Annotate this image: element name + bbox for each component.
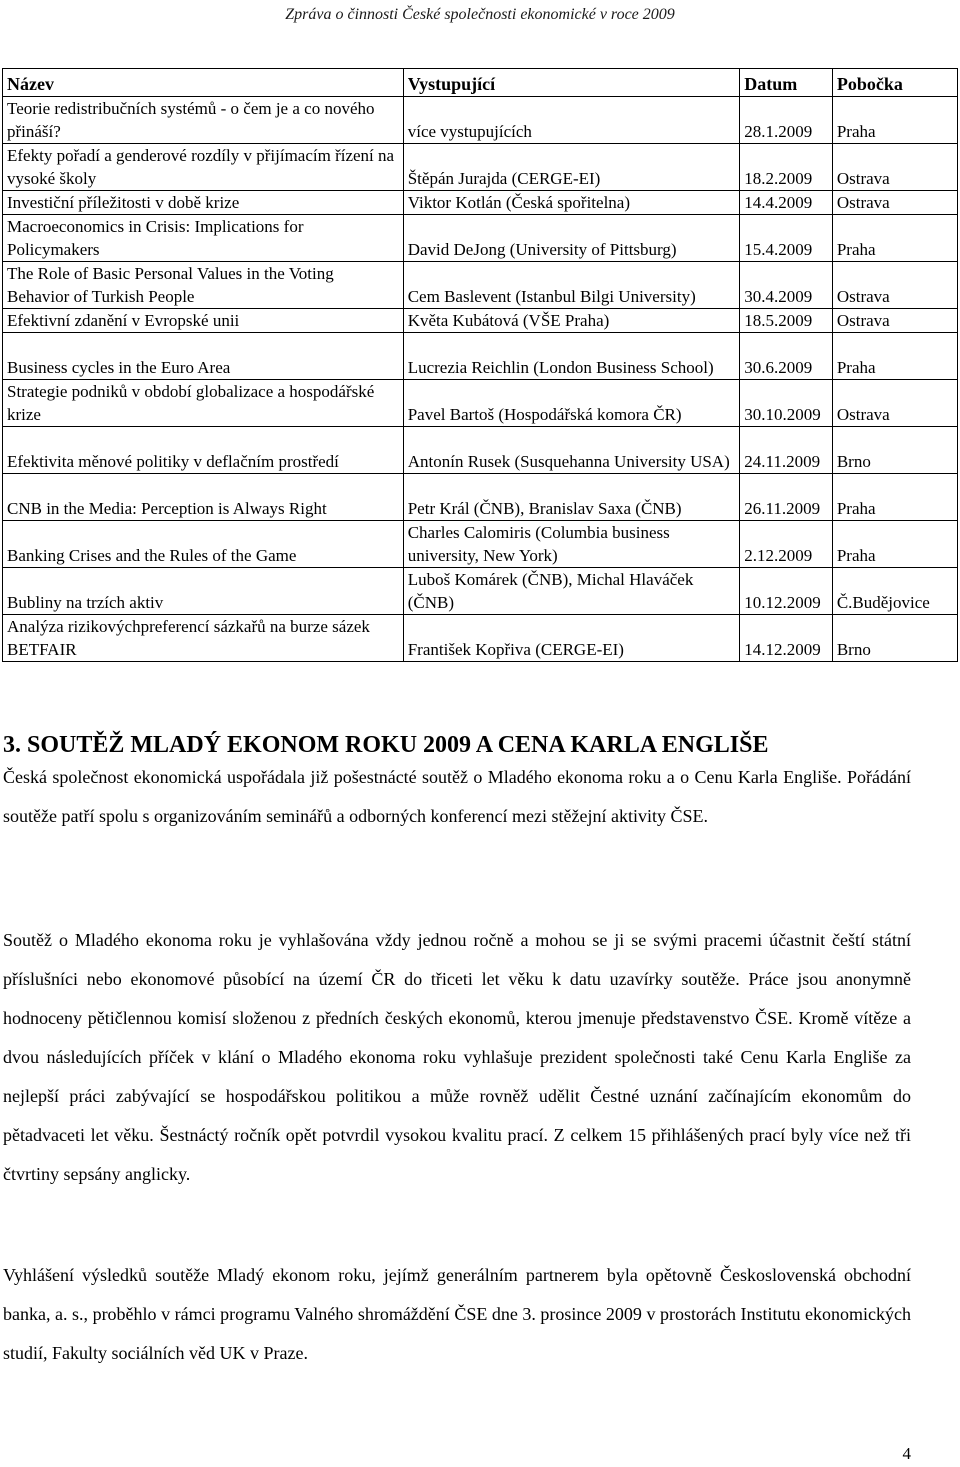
seminar-speaker: Charles Calomiris (Columbia business university, New York) <box>403 521 740 568</box>
table-row <box>3 191 958 215</box>
seminar-date: 28.1.2009 <box>740 97 833 144</box>
table-row <box>3 474 958 521</box>
seminar-date: 18.5.2009 <box>740 309 833 333</box>
seminar-title: Efektivita měnové politiky v deflačním prostředí <box>3 427 404 474</box>
seminar-date: 14.12.2009 <box>740 615 833 662</box>
running-header: Zpráva o činnosti České společnosti ekonomické v roce 2009 <box>285 6 675 23</box>
table-row <box>3 333 958 380</box>
seminar-speaker: Antonín Rusek (Susquehanna University USA) <box>403 427 740 474</box>
seminar-speaker: David DeJong (University of Pittsburg) <box>403 215 740 262</box>
seminar-date: 10.12.2009 <box>740 568 833 615</box>
seminar-branch: Praha <box>832 215 957 262</box>
seminar-title: Bubliny na trzích aktiv <box>3 568 404 615</box>
seminar-title: Business cycles in the Euro Area <box>3 333 404 380</box>
seminar-title: Investiční příležitosti v době krize <box>3 191 404 215</box>
seminar-branch: Praha <box>832 333 957 380</box>
seminar-title: Banking Crises and the Rules of the Game <box>3 521 404 568</box>
table-row <box>3 215 958 262</box>
seminar-speaker: Lucrezia Reichlin (London Business School) <box>403 333 740 380</box>
seminar-speaker: Viktor Kotlán (Česká spořitelna) <box>403 191 740 215</box>
seminar-speaker: Květa Kubátová (VŠE Praha) <box>403 309 740 333</box>
seminar-title: The Role of Basic Personal Values in the Voting Behavior of Turkish People <box>3 262 404 309</box>
seminar-branch: Praha <box>832 97 957 144</box>
seminar-branch: Praha <box>832 474 957 521</box>
seminar-speaker: Cem Baslevent (Istanbul Bilgi University) <box>403 262 740 309</box>
table-row <box>3 521 958 568</box>
column-header-date: Datum <box>740 69 833 97</box>
seminar-branch: Ostrava <box>832 262 957 309</box>
table-row <box>3 615 958 662</box>
seminar-date: 2.12.2009 <box>740 521 833 568</box>
seminar-title: CNB in the Media: Perception is Always Right <box>3 474 404 521</box>
seminar-title: Analýza rizikovýchpreferencí sázkařů na burze sázek BETFAIR <box>3 615 404 662</box>
seminar-date: 24.11.2009 <box>740 427 833 474</box>
seminar-branch: Ostrava <box>832 144 957 191</box>
table-row <box>3 262 958 309</box>
seminar-title: Strategie podniků v období globalizace a hospodářské krize <box>3 380 404 427</box>
seminar-speaker: Štěpán Jurajda (CERGE-EI) <box>403 144 740 191</box>
seminar-branch: Ostrava <box>832 380 957 427</box>
seminar-branch: Ostrava <box>832 309 957 333</box>
paragraph: Česká společnost ekonomická uspořádala již pošestnácté soutěž o Mladého ekonoma roku a o Cenu Karla Engliše. Pořádání soutěže patří spolu s organizováním seminářů a odborných konferencí mezi stěžejní aktivity ČSE. <box>3 767 911 826</box>
seminar-title: Teorie redistribučních systémů - o čem je a co nového přináší? <box>3 97 404 144</box>
seminar-title: Efektivní zdanění v Evropské unii <box>3 309 404 333</box>
seminar-speaker: více vystupujících <box>403 97 740 144</box>
paragraph: Vyhlášení výsledků soutěže Mladý ekonom roku, jejímž generálním partnerem byla opětovně Československá obchodní banka, a. s., proběhlo v rámci programu Valného shromáždění ČSE dne 3. prosince 2009 v prostorách Institutu ekonomických studií, Fakulty sociálních věd UK v Praze. <box>3 1265 911 1363</box>
seminar-table <box>2 68 958 662</box>
column-header-branch: Pobočka <box>832 69 957 97</box>
seminar-branch: Brno <box>832 427 957 474</box>
table-row <box>3 309 958 333</box>
table-row <box>3 97 958 144</box>
seminar-speaker: Pavel Bartoš (Hospodářská komora ČR) <box>403 380 740 427</box>
column-header-title: Název <box>3 69 404 97</box>
seminar-branch: Ostrava <box>832 191 957 215</box>
seminar-title: Efekty pořadí a genderové rozdíly v přijímacím řízení na vysoké školy <box>3 144 404 191</box>
seminar-date: 15.4.2009 <box>740 215 833 262</box>
seminar-date: 30.4.2009 <box>740 262 833 309</box>
seminar-branch: Č.Budějovice <box>832 568 957 615</box>
seminar-speaker: František Kopřiva (CERGE-EI) <box>403 615 740 662</box>
table-row <box>3 380 958 427</box>
table-row <box>3 144 958 191</box>
table-row <box>3 427 958 474</box>
seminar-branch: Praha <box>832 521 957 568</box>
seminar-date: 30.6.2009 <box>740 333 833 380</box>
seminar-title: Macroeconomics in Crisis: Implications for Policymakers <box>3 215 404 262</box>
seminar-branch: Brno <box>832 615 957 662</box>
column-header-speaker: Vystupující <box>403 69 740 97</box>
paragraph: Soutěž o Mladého ekonoma roku je vyhlašována vždy jednou ročně a mohou se ji se svými pracemi účastnit čeští státní příslušníci nebo ekonomové působící na území ČR do třiceti let věku k datu uzavírky soutěže. Práce jsou anonymně hodnoceny pětičlennou komisí složenou z předních českých ekonomů, kterou jmenuje představenstvo ČSE. Kromě vítěze a dvou následujících příček v klání o Mladého ekonoma roku vyhlašuje prezident společnosti také Cenu Karla Engliše za nejlepší práci zabývající se hospodářskou politikou a může rovněž udělit Čestné uznání začínajícím ekonomům do pětadvaceti let věku. Šestnáctý ročník opět potvrdil vysokou kvalitu prací. Z celkem 15 přihlášených prací byly více než tři čtvrtiny sepsány anglicky. <box>3 930 911 1184</box>
seminar-speaker: Luboš Komárek (ČNB), Michal Hlaváček (ČNB) <box>403 568 740 615</box>
seminar-date: 14.4.2009 <box>740 191 833 215</box>
seminar-speaker: Petr Král (ČNB), Branislav Saxa (ČNB) <box>403 474 740 521</box>
table-row <box>3 568 958 615</box>
page-number: 4 <box>902 1444 911 1463</box>
seminar-date: 26.11.2009 <box>740 474 833 521</box>
section-heading: 3. SOUTĚŽ MLADÝ EKONOM ROKU 2009 A CENA KARLA ENGLIŠE <box>3 732 769 758</box>
seminar-date: 18.2.2009 <box>740 144 833 191</box>
seminar-date: 30.10.2009 <box>740 380 833 427</box>
table-header-row <box>3 69 958 97</box>
